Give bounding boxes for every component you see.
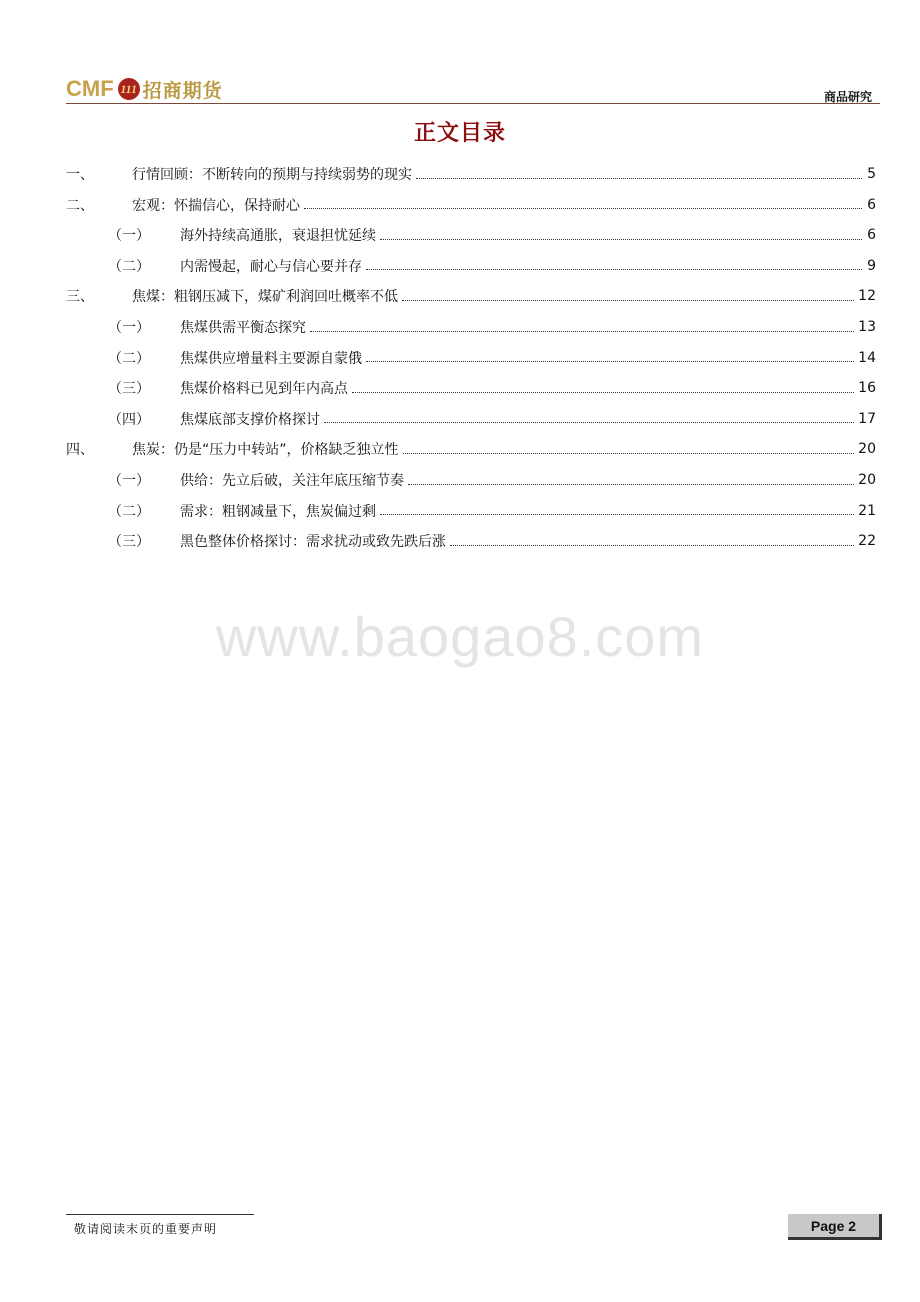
toc-dot-leader [403, 453, 855, 454]
toc-entry[interactable] [66, 465, 876, 495]
toc-entry[interactable] [66, 434, 876, 464]
header-divider [66, 103, 880, 104]
toc-entry-number: （二） [108, 258, 150, 275]
toc-entry[interactable] [66, 496, 876, 526]
toc-entry[interactable] [66, 312, 876, 342]
page-header [0, 0, 920, 110]
toc-entry-title: 焦煤底部支撑价格探讨 [180, 411, 320, 428]
toc-entry[interactable] [66, 343, 876, 373]
toc-entry-number: （一） [108, 473, 150, 489]
toc-entry-title: 焦煤供应增量料主要源自蒙俄 [180, 350, 362, 367]
toc-entry-number: （一） [108, 320, 150, 336]
logo-cmf-text: CMF [66, 76, 114, 101]
toc-entry-page: 20 [858, 472, 876, 488]
toc-entry-title: 黑色整体价格探讨：需求扰动或致先跌后涨 [180, 534, 446, 551]
toc-entry-number: （二） [108, 503, 150, 520]
toc-entry-title: 海外持续高通胀，衰退担忧延续 [180, 228, 376, 245]
toc-entry-page: 22 [858, 533, 876, 550]
toc-entry-number: 一、 [66, 167, 94, 183]
toc-entry-number: 二、 [66, 197, 94, 214]
company-logo [66, 74, 223, 104]
toc-entry-number: （四） [108, 411, 150, 428]
toc-entry-title: 供给：先立后破，关注年底压缩节奏 [180, 473, 404, 489]
toc-entry-title: 焦煤价格料已见到年内高点 [180, 381, 348, 398]
page-title: 正文目录 [413, 121, 506, 146]
toc-entry-page: 9 [867, 257, 876, 274]
toc-entry-title: 需求：粗钢减量下，焦炭偏过剩 [180, 503, 376, 520]
toc-entry-title: 焦炭：仍是“压力中转站”，价格缺乏独立性 [132, 442, 399, 459]
toc-entry-page: 20 [858, 441, 876, 458]
toc-entry-number: 四、 [66, 442, 94, 459]
toc-entry-number: （三） [108, 534, 150, 551]
toc-dot-leader [366, 269, 862, 270]
toc-dot-leader [450, 545, 854, 546]
toc-entry-page: 6 [867, 196, 876, 213]
toc-dot-leader [352, 392, 854, 393]
toc-dot-leader [324, 422, 854, 423]
page-number-badge: Page 2 [788, 1214, 882, 1240]
toc-entry-page: 14 [858, 349, 876, 366]
section-label: 商品研究 [823, 90, 872, 104]
toc-entry[interactable] [66, 281, 876, 311]
toc-dot-leader [310, 331, 854, 332]
toc-dot-leader [408, 484, 854, 485]
toc-entry[interactable] [66, 404, 876, 434]
watermark: www.baogao8.com [215, 605, 705, 668]
toc-entry[interactable] [66, 251, 876, 281]
toc-dot-leader [366, 361, 854, 362]
toc-entry-title: 宏观：怀揣信心，保持耐心 [132, 197, 300, 214]
toc-entry-number: 三、 [66, 289, 94, 306]
logo-emblem-icon: 111 [118, 78, 140, 100]
toc-entry-number: （二） [108, 350, 150, 367]
toc-dot-leader [304, 208, 862, 209]
toc-entry-title: 焦煤：粗钢压减下，煤矿利润回吐概率不低 [132, 289, 398, 306]
toc-entry-title: 焦煤供需平衡态探究 [180, 320, 306, 336]
toc-dot-leader [380, 514, 854, 515]
toc-entry-page: 6 [867, 227, 876, 244]
toc-entry[interactable] [66, 526, 876, 556]
toc-entry-page: 21 [858, 502, 876, 519]
toc-entry[interactable] [66, 220, 876, 250]
toc-dot-leader [380, 239, 862, 240]
toc-entry-title: 行情回顾：不断转向的预期与持续弱势的现实 [132, 167, 412, 183]
toc-entry-page: 16 [858, 380, 876, 397]
footer-notice: 敬请阅读末页的重要声明 [74, 1222, 218, 1236]
toc-entry[interactable] [66, 190, 876, 220]
toc-entry-page: 12 [858, 288, 876, 305]
footer-divider [66, 1214, 254, 1215]
toc-entry-number: （一） [108, 228, 150, 245]
toc-entry-page: 17 [858, 410, 876, 427]
logo-chinese-name: 招商期货 [142, 79, 223, 102]
toc-entry-number: （三） [108, 381, 150, 398]
toc-entry-page: 5 [867, 166, 876, 182]
toc-dot-leader [402, 300, 854, 301]
toc-entry[interactable] [66, 373, 876, 403]
toc-entry[interactable] [66, 159, 876, 189]
toc-entry-title: 内需慢起，耐心与信心要并存 [180, 258, 362, 275]
toc-entry-page: 13 [858, 319, 876, 335]
toc-dot-leader [416, 178, 862, 179]
